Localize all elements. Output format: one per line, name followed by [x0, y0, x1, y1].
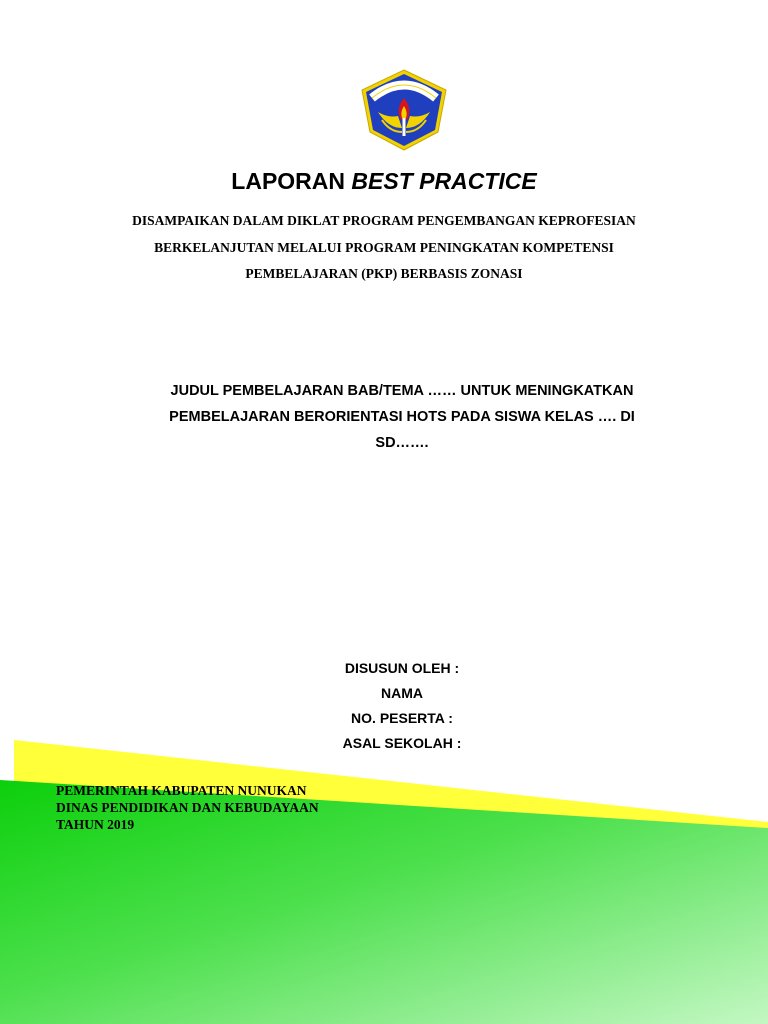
- footer-line: DINAS PENDIDIKAN DAN KEBUDAYAAN: [56, 800, 319, 815]
- tut-wuri-handayani-logo-icon: [358, 68, 450, 152]
- institution-footer: [56, 782, 319, 833]
- subtitle-line: BERKELANJUTAN MELALUI PROGRAM PENINGKATAN KOMPETENSI: [154, 239, 614, 255]
- school-origin-label: ASAL SEKOLAH :: [342, 735, 462, 751]
- page-title: [0, 168, 768, 195]
- footer-line: TAHUN 2019: [56, 817, 135, 832]
- title-emphasis: BEST PRACTICE: [351, 168, 537, 194]
- subtitle-line: DISAMPAIKAN DALAM DIKLAT PROGRAM PENGEMBANGAN KEPROFESIAN: [132, 213, 636, 228]
- report-topic: [100, 378, 704, 456]
- prepared-by-label: DISUSUN OLEH :: [344, 660, 460, 676]
- topic-line: PEMBELAJARAN BERORIENTASI HOTS PADA SISWA KELAS …. DI: [169, 409, 635, 425]
- name-label: NAMA: [381, 685, 423, 701]
- subtitle: [100, 208, 668, 288]
- title-prefix: LAPORAN: [231, 168, 346, 194]
- participant-number-label: NO. PESERTA :: [351, 710, 453, 726]
- subtitle-line: PEMBELAJARAN (PKP) BERBASIS ZONASI: [245, 266, 523, 281]
- topic-line: JUDUL PEMBELAJARAN BAB/TEMA …… UNTUK MENINGKATKAN: [170, 383, 634, 399]
- topic-line: SD…….: [375, 435, 429, 451]
- author-block: [252, 656, 552, 756]
- footer-line: PEMERINTAH KABUPATEN NUNUKAN: [56, 783, 307, 798]
